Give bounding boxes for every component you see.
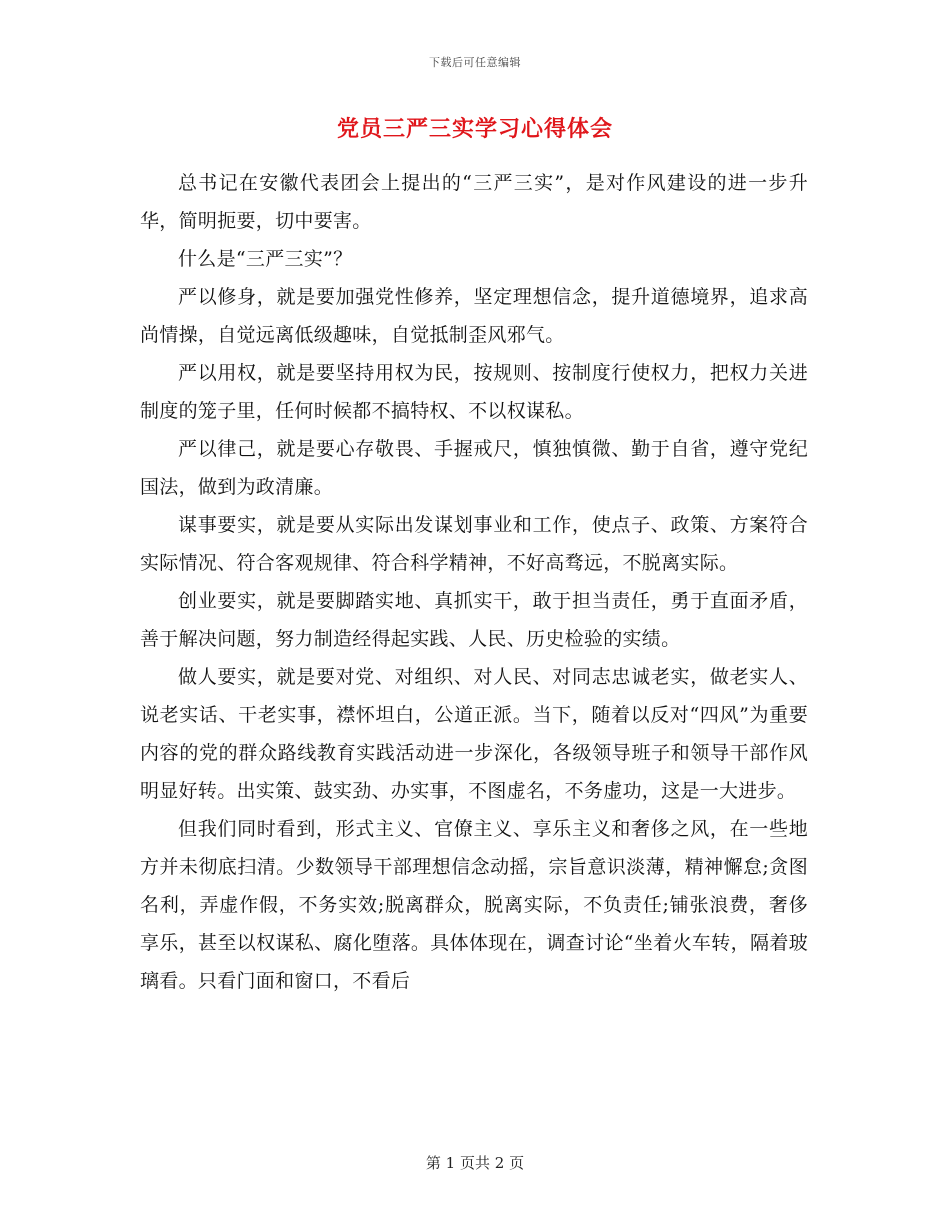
- paragraph: 严以律己，就是要心存敬畏、手握戒尺，慎独慎微、勤于自省，遵守党纪国法，做到为政清廉。: [140, 438, 808, 498]
- paragraph: 什么是“三严三实”？: [178, 248, 353, 270]
- paragraph: 谋事要实，就是要从实际出发谋划事业和工作，使点子、政策、方案符合实际情况、符合客观规律、符合科学精神，不好高骛远，不脱离实际。: [140, 514, 808, 574]
- paragraph: 总书记在安徽代表团会上提出的“三严三实”，是对作风建设的进一步升华，简明扼要，切中要害。: [140, 172, 808, 232]
- page-number-footer: 第 1 页共 2 页: [425, 1154, 525, 1172]
- paragraph: 创业要实，就是要脚踏实地、真抓实干，敢于担当责任，勇于直面矛盾，善于解决问题，努力制造经得起实践、人民、历史检验的实绩。: [140, 590, 808, 650]
- paragraph: 但我们同时看到，形式主义、官僚主义、享乐主义和奢侈之风，在一些地方并未彻底扫清。少数领导干部理想信念动摇，宗旨意识淡薄，精神懈怠;贪图名利，弄虚作假，不务实效;脱离群众，脱离实际，不负责任;铺张浪费，奢侈享乐，甚至以权谋私、腐化堕落。具体体现在，调查讨论“坐着火车转，隔着玻璃看。只看门面和窗口，不看后: [140, 818, 808, 992]
- paragraph: 严以修身，就是要加强党性修养，坚定理想信念，提升道德境界，追求高尚情操，自觉远离低级趣味，自觉抵制歪风邪气。: [140, 286, 808, 346]
- document-title: 党员三严三实学习心得体会: [336, 116, 613, 142]
- document-body: [140, 164, 808, 1000]
- paragraph: 严以用权，就是要坚持用权为民，按规则、按制度行使权力，把权力关进制度的笼子里，任何时候都不搞特权、不以权谋私。: [140, 362, 808, 422]
- header-note: 下载后可任意编辑: [429, 56, 521, 69]
- paragraph: 做人要实，就是要对党、对组织、对人民、对同志忠诚老实，做老实人、说老实话、干老实事，襟怀坦白，公道正派。当下，随着以反对“四风”为重要内容的党的群众路线教育实践活动进一步深化，各级领导班子和领导干部作风明显好转。出实策、鼓实劲、办实事，不图虚名，不务虚功，这是一大进步。: [140, 666, 808, 802]
